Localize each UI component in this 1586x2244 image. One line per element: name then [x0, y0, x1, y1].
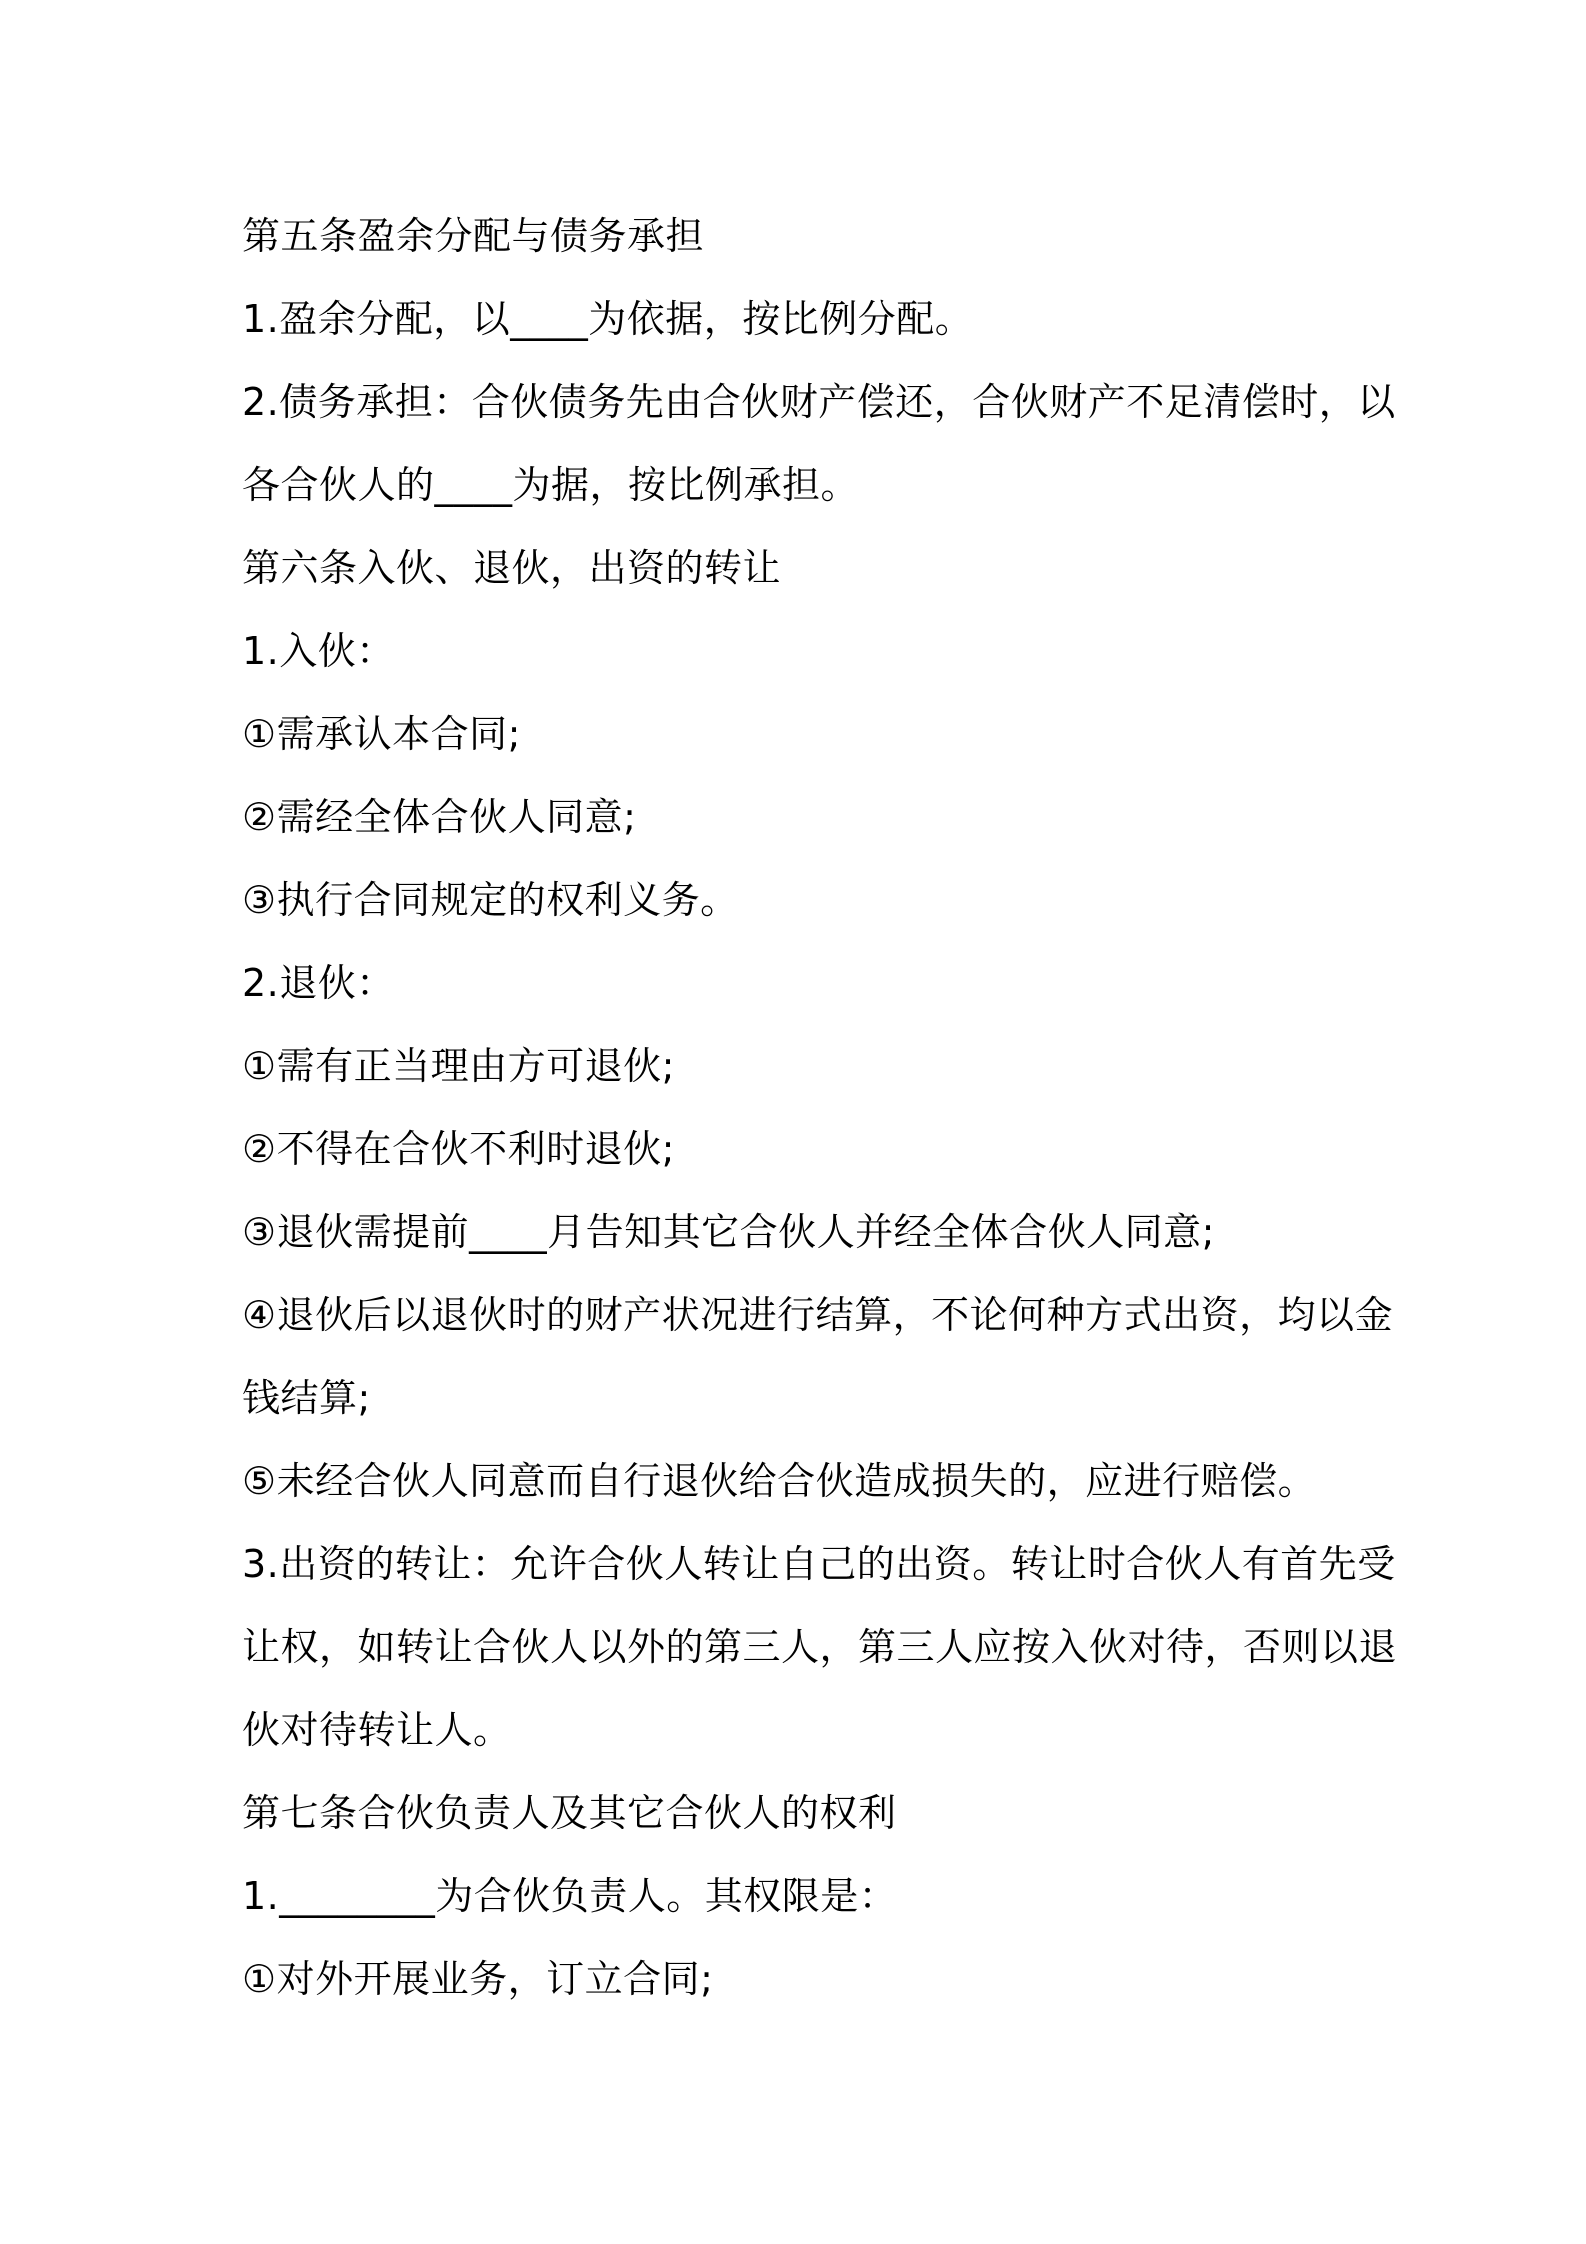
article-6-clause-2-item-4-line-1: ④退伙后以退伙时的财产状况进行结算，不论何种方式出资，均以金	[242, 1293, 1394, 1337]
article-7-clause-1: 1.________为合伙负责人。其权限是：	[242, 1874, 898, 1918]
article-6-heading: 第六条入伙、退伙，出资的转让	[242, 546, 782, 590]
article-6-clause-1-item-2: ②需经全体合伙人同意;	[242, 795, 637, 839]
document-body	[242, 195, 1398, 2021]
article-5-clause-1: 1.盈余分配，以____为依据，按比例分配。	[242, 297, 974, 341]
article-7-heading: 第七条合伙负责人及其它合伙人的权利	[242, 1791, 897, 1835]
article-6-clause-2-item-2: ②不得在合伙不利时退伙;	[242, 1127, 675, 1171]
article-6-clause-2: 2.退伙：	[242, 961, 395, 1005]
article-6-clause-2-item-5: ⑤未经合伙人同意而自行退伙给合伙造成损失的，应进行赔偿。	[242, 1459, 1317, 1503]
article-5-heading: 第五条盈余分配与债务承担	[242, 214, 705, 258]
article-7-clause-1-item-1: ①对外开展业务，订立合同;	[242, 1957, 714, 2001]
article-6-clause-1: 1.入伙：	[242, 629, 395, 673]
article-6-clause-2-item-3: ③退伙需提前____月告知其它合伙人并经全体合伙人同意;	[242, 1210, 1215, 1254]
article-6-clause-3-line-2: 让权，如转让合伙人以外的第三人，第三人应按入伙对待，否则以退	[242, 1625, 1398, 1669]
article-6-clause-3-line-3: 伙对待转让人。	[242, 1708, 512, 1752]
article-6-clause-2-item-4-line-2: 钱结算;	[242, 1376, 371, 1420]
article-5-clause-2-line-1: 2.债务承担：合伙债务先由合伙财产偿还，合伙财产不足清偿时，以	[242, 380, 1396, 424]
article-5-clause-2-line-2: 各合伙人的____为据，按比例承担。	[242, 463, 860, 507]
article-6-clause-3-line-1: 3.出资的转让：允许合伙人转让自己的出资。转让时合伙人有首先受	[242, 1542, 1396, 1586]
article-6-clause-1-item-3: ③执行合同规定的权利义务。	[242, 878, 739, 922]
article-6-clause-2-item-1: ①需有正当理由方可退伙;	[242, 1044, 675, 1088]
article-6-clause-1-item-1: ①需承认本合同;	[242, 712, 521, 756]
